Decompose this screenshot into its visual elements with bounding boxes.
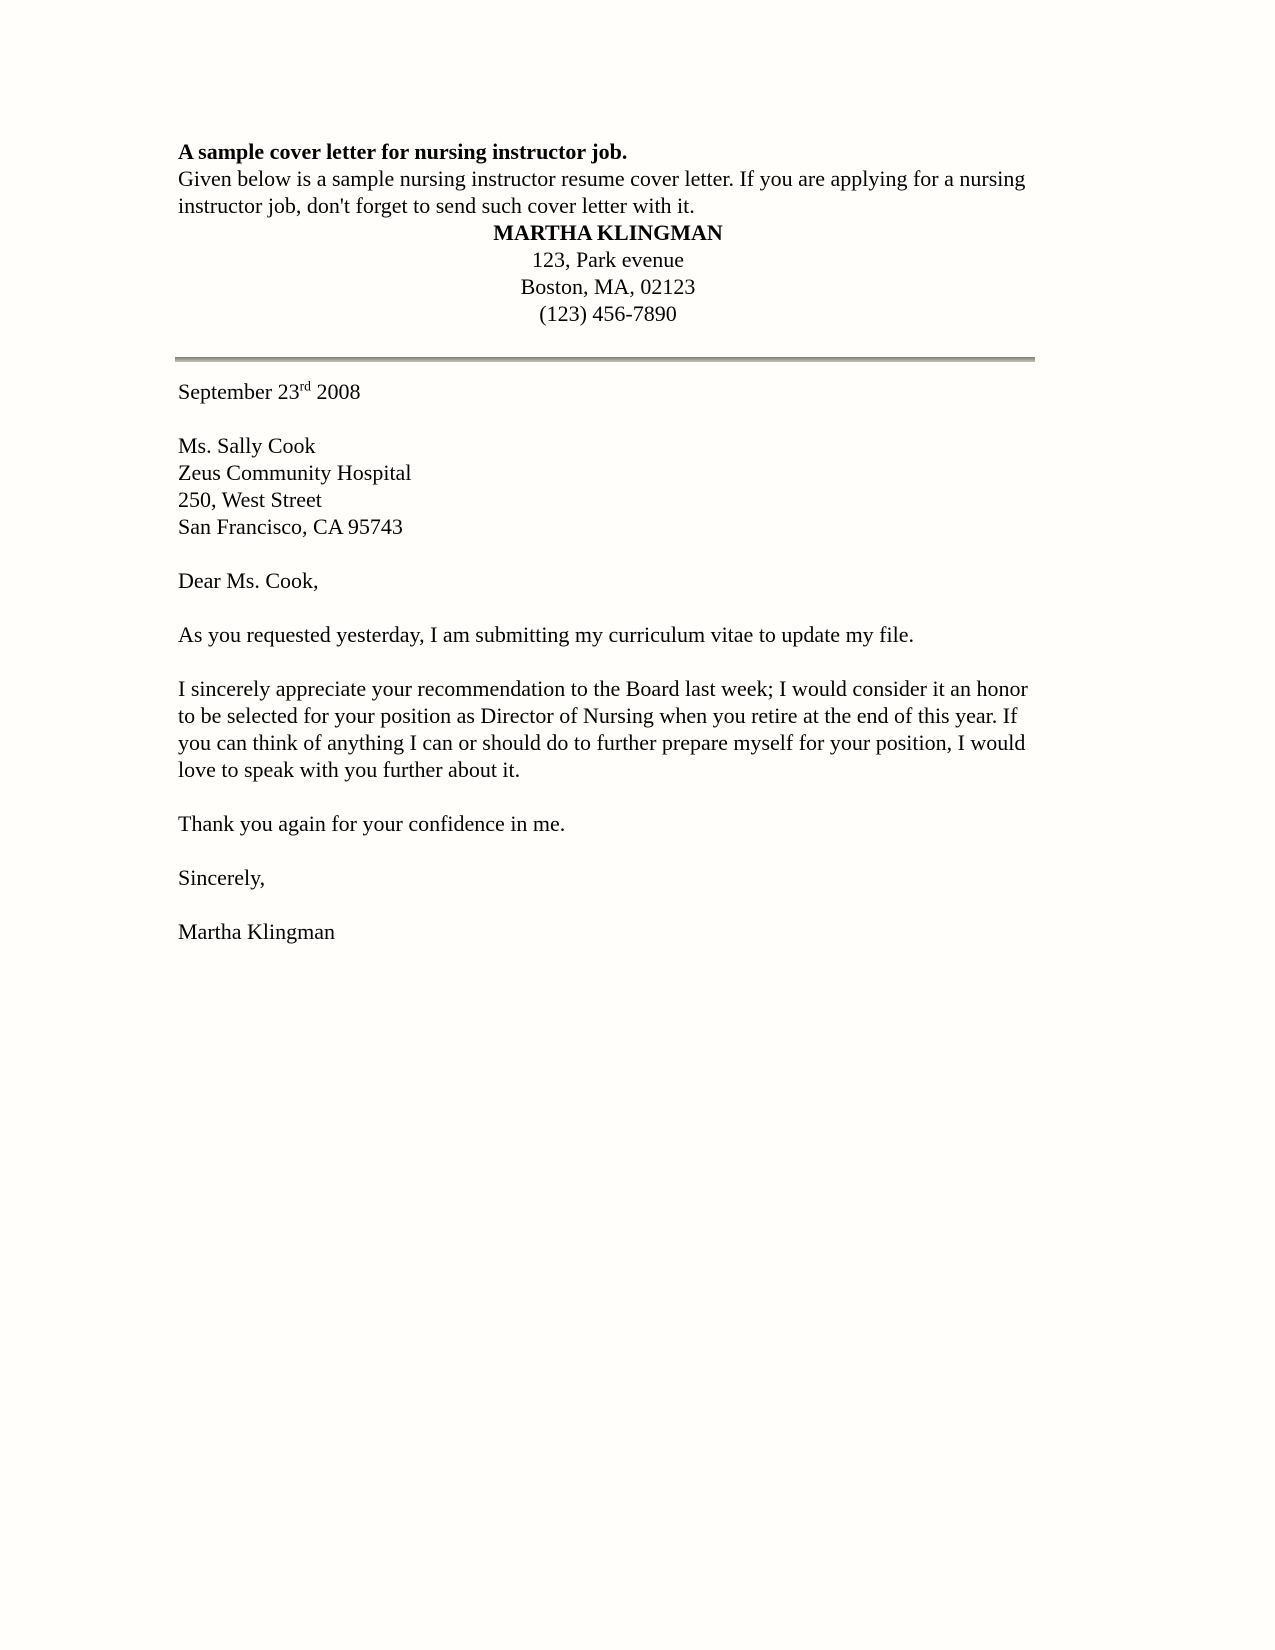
intro-section [178,138,1038,219]
date-year: 2008 [310,379,361,404]
intro-description: Given below is a sample nursing instructor resume cover letter. If you are applying for a nursing instructor job, don't forget to send such cover letter with it. [178,166,1026,218]
recipient-block [178,432,1038,540]
letter-body [178,378,1038,945]
closing: Sincerely, [178,865,266,890]
horizontal-divider [175,357,1035,362]
sender-block [178,219,1038,327]
recipient-name: Ms. Sally Cook [178,433,316,458]
recipient-street: 250, West Street [178,487,322,512]
recipient-city: San Francisco, CA 95743 [178,514,403,539]
date-day: September 23 [178,379,300,404]
signature: Martha Klingman [178,919,336,944]
paragraph-1: As you requested yesterday, I am submitting my curriculum vitae to update my file. [178,622,915,647]
date-ordinal: rd [299,378,311,394]
paragraph-3: Thank you again for your confidence in me. [178,811,566,836]
sender-address-line2: Boston, MA, 02123 [520,274,696,299]
letter-date [178,378,1038,405]
sender-address-line1: 123, Park evenue [531,247,685,272]
intro-title: A sample cover letter for nursing instructor job. [178,139,628,164]
paragraph-2: I sincerely appreciate your recommendation to the Board last week; I would consider it an honor to be selected for your position as Director of Nursing when you retire at the end of this year. If you can think of anything I can or should do to further prepare myself for your position, I would love to speak with you further about it. [178,676,1028,782]
recipient-organization: Zeus Community Hospital [178,460,412,485]
sender-name: MARTHA KLINGMAN [493,220,723,245]
salutation: Dear Ms. Cook, [178,568,319,593]
sender-phone: (123) 456-7890 [539,301,677,326]
